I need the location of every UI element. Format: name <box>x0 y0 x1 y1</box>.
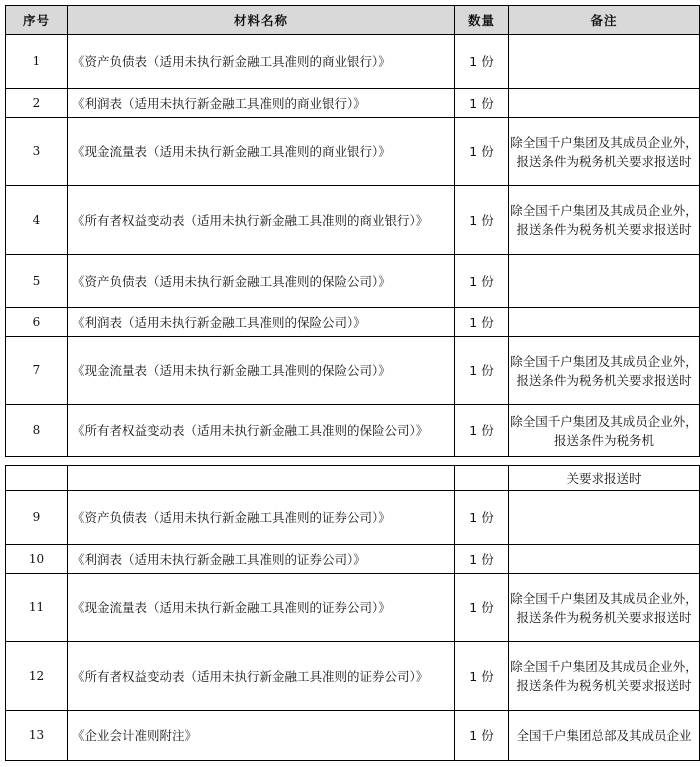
row-name: 《资产负债表（适用未执行新金融工具准则的保险公司）》 <box>68 255 455 308</box>
row-name: 《所有者权益变动表（适用未执行新金融工具准则的证券公司）》 <box>68 642 455 711</box>
row-note <box>509 545 700 574</box>
row-qty: 1 份 <box>455 89 509 118</box>
table-row <box>6 642 700 711</box>
row-no: 9 <box>6 491 68 545</box>
row-qty: 1 份 <box>455 491 509 545</box>
row-qty: 1 份 <box>455 186 509 255</box>
row-note <box>509 308 700 337</box>
row-note: 除全国千户集团及其成员企业外，报送条件为税务机关要求报送时 <box>509 118 700 186</box>
row-name: 《资产负债表（适用未执行新金融工具准则的证券公司）》 <box>68 491 455 545</box>
row-no: 12 <box>6 642 68 711</box>
table-row <box>6 186 700 255</box>
row-name <box>68 466 455 491</box>
row-note: 关要求报送时 <box>509 466 700 491</box>
row-name: 《利润表（适用未执行新金融工具准则的商业银行）》 <box>68 89 455 118</box>
row-name: 《所有者权益变动表（适用未执行新金融工具准则的商业银行）》 <box>68 186 455 255</box>
row-qty: 1 份 <box>455 35 509 89</box>
row-no: 13 <box>6 711 68 761</box>
table-row <box>6 491 700 545</box>
row-name: 《利润表（适用未执行新金融工具准则的证券公司）》 <box>68 545 455 574</box>
table-row <box>6 337 700 405</box>
row-no: 4 <box>6 186 68 255</box>
row-name: 《利润表（适用未执行新金融工具准则的保险公司）》 <box>68 308 455 337</box>
row-note <box>509 491 700 545</box>
row-name: 《资产负债表（适用未执行新金融工具准则的商业银行）》 <box>68 35 455 89</box>
row-name: 《现金流量表（适用未执行新金融工具准则的证券公司）》 <box>68 574 455 642</box>
row-name: 《企业会计准则附注》 <box>68 711 455 761</box>
row-no: 5 <box>6 255 68 308</box>
row-qty: 1 份 <box>455 337 509 405</box>
table-row <box>6 405 700 457</box>
row-no: 10 <box>6 545 68 574</box>
table-row <box>6 466 700 491</box>
table-row <box>6 118 700 186</box>
header-no: 序号 <box>6 6 68 35</box>
materials-table-part1 <box>5 5 700 457</box>
row-note: 除全国千户集团及其成员企业外，报送条件为税务机关要求报送时 <box>509 574 700 642</box>
row-no <box>6 466 68 491</box>
row-no: 2 <box>6 89 68 118</box>
row-note: 除全国千户集团及其成员企业外，报送条件为税务机 <box>509 405 700 457</box>
row-note <box>509 255 700 308</box>
row-no: 7 <box>6 337 68 405</box>
row-note: 除全国千户集团及其成员企业外，报送条件为税务机关要求报送时 <box>509 186 700 255</box>
row-qty: 1 份 <box>455 574 509 642</box>
row-qty: 1 份 <box>455 308 509 337</box>
table-row <box>6 35 700 89</box>
table-row <box>6 711 700 761</box>
row-no: 11 <box>6 574 68 642</box>
table-row <box>6 89 700 118</box>
row-name: 《现金流量表（适用未执行新金融工具准则的商业银行）》 <box>68 118 455 186</box>
row-qty <box>455 466 509 491</box>
row-note: 除全国千户集团及其成员企业外，报送条件为税务机关要求报送时 <box>509 337 700 405</box>
row-note: 全国千户集团总部及其成员企业 <box>509 711 700 761</box>
row-qty: 1 份 <box>455 545 509 574</box>
header-note: 备注 <box>509 6 700 35</box>
table-row <box>6 545 700 574</box>
row-note: 除全国千户集团及其成员企业外，报送条件为税务机关要求报送时 <box>509 642 700 711</box>
row-note <box>509 35 700 89</box>
row-qty: 1 份 <box>455 118 509 186</box>
row-qty: 1 份 <box>455 255 509 308</box>
table-row <box>6 308 700 337</box>
row-name: 《现金流量表（适用未执行新金融工具准则的保险公司）》 <box>68 337 455 405</box>
row-name: 《所有者权益变动表（适用未执行新金融工具准则的保险公司）》 <box>68 405 455 457</box>
row-qty: 1 份 <box>455 711 509 761</box>
row-note <box>509 89 700 118</box>
header-name: 材料名称 <box>68 6 455 35</box>
row-no: 3 <box>6 118 68 186</box>
row-no: 8 <box>6 405 68 457</box>
materials-table-part2 <box>5 465 700 761</box>
row-qty: 1 份 <box>455 405 509 457</box>
row-no: 1 <box>6 35 68 89</box>
table-row <box>6 255 700 308</box>
row-qty: 1 份 <box>455 642 509 711</box>
table-row <box>6 574 700 642</box>
table-header-row <box>6 6 700 35</box>
header-qty: 数量 <box>455 6 509 35</box>
row-no: 6 <box>6 308 68 337</box>
